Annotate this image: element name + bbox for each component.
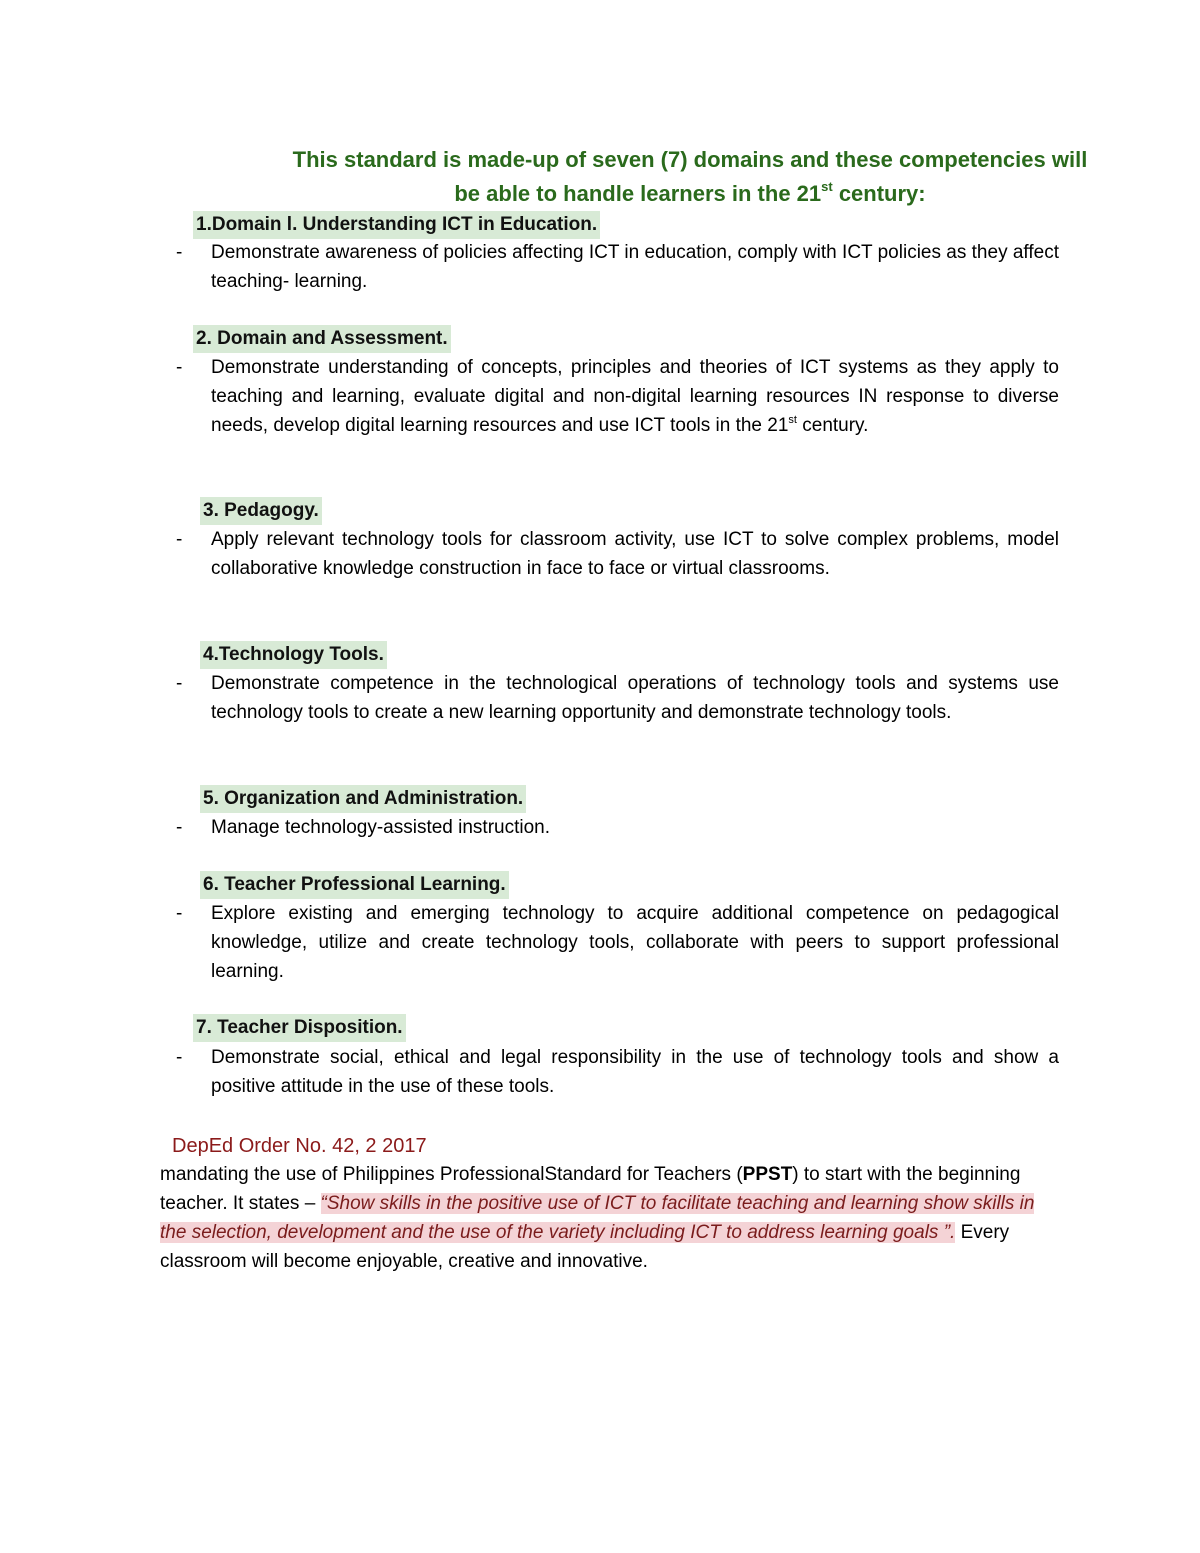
title-superscript: st bbox=[821, 179, 833, 194]
domain-2-text bbox=[211, 353, 1059, 440]
domain-2-dash: - bbox=[176, 357, 183, 378]
domain-6-text: Explore existing and emerging technology to acquire additional competence on pedagogical knowledge, utilize and create technology tools, collaborate with peers to support professional learning. bbox=[211, 903, 1059, 982]
domain-4-heading: 4.Technology Tools. bbox=[200, 641, 387, 669]
title-line-2-end: century: bbox=[832, 181, 926, 206]
domain-4-text: Demonstrate competence in the technological operations of technology tools and systems use technology tools to create a new learning opportunity and demonstrate technology tools. bbox=[211, 673, 1059, 723]
deped-order-heading: DepEd Order No. 42, 2 2017 bbox=[172, 1135, 427, 1157]
domain-2-text-end: century. bbox=[796, 415, 869, 436]
domain-7-heading: 7. Teacher Disposition. bbox=[193, 1014, 406, 1042]
domain-5-dash: - bbox=[176, 817, 183, 838]
domain-7-text: Demonstrate social, ethical and legal responsibility in the use of technology tools and show a positive attitude in the use of these tools. bbox=[211, 1047, 1059, 1097]
title-line-2 bbox=[160, 177, 1200, 211]
domain-3-dash: - bbox=[176, 529, 183, 550]
domain-7-dash: - bbox=[176, 1047, 183, 1068]
title-line-1: This standard is made-up of seven (7) domains and these competencies will bbox=[292, 147, 1088, 172]
domain-6-heading: 6. Teacher Professional Learning. bbox=[200, 871, 509, 899]
domain-1-text: Demonstrate awareness of policies affecting ICT in education, comply with ICT policies as they affect teaching- learning. bbox=[211, 242, 1059, 292]
domain-1-heading: 1.Domain l. Understanding ICT in Education. bbox=[193, 211, 600, 239]
domain-2-heading: 2. Domain and Assessment. bbox=[193, 325, 451, 353]
domain-2-superscript: st bbox=[788, 414, 797, 426]
domain-4-dash: - bbox=[176, 673, 183, 694]
domain-5-text: Manage technology-assisted instruction. bbox=[211, 817, 551, 838]
domain-5-heading: 5. Organization and Administration. bbox=[200, 785, 526, 813]
deped-paragraph bbox=[160, 1160, 1040, 1276]
domain-2-text-main: Demonstrate understanding of concepts, principles and theories of ICT systems as they apply to teaching and learning, evaluate digital and non-digital learning resources IN response to diverse needs, develop digital learning resources and use ICT tools in the 21 bbox=[211, 357, 1059, 436]
deped-para-part-3: Every classroom will become enjoyable, creative and innovative. bbox=[160, 1222, 1010, 1272]
deped-para-part-2: ) to start with the beginning teacher. It states – bbox=[160, 1164, 1021, 1214]
domain-6-dash: - bbox=[176, 903, 183, 924]
domain-3-text: Apply relevant technology tools for classroom activity, use ICT to solve complex problems, model collaborative knowledge construction in face to face or virtual classrooms. bbox=[211, 529, 1059, 579]
domain-3-heading: 3. Pedagogy. bbox=[200, 497, 322, 525]
domain-1-dash: - bbox=[176, 242, 183, 263]
title-line-2-text: be able to handle learners in the 21 bbox=[454, 181, 822, 206]
deped-para-part-1: mandating the use of Philippines ProfessionalStandard for Teachers ( bbox=[160, 1164, 743, 1185]
ppst-acronym: PPST bbox=[742, 1164, 793, 1185]
ppst-quote: “Show skills in the positive use of ICT to facilitate teaching and learning show skills in the selection, development and the use of the variety including ICT to address learning goals ”. bbox=[160, 1193, 1035, 1243]
page-title bbox=[160, 143, 1200, 211]
